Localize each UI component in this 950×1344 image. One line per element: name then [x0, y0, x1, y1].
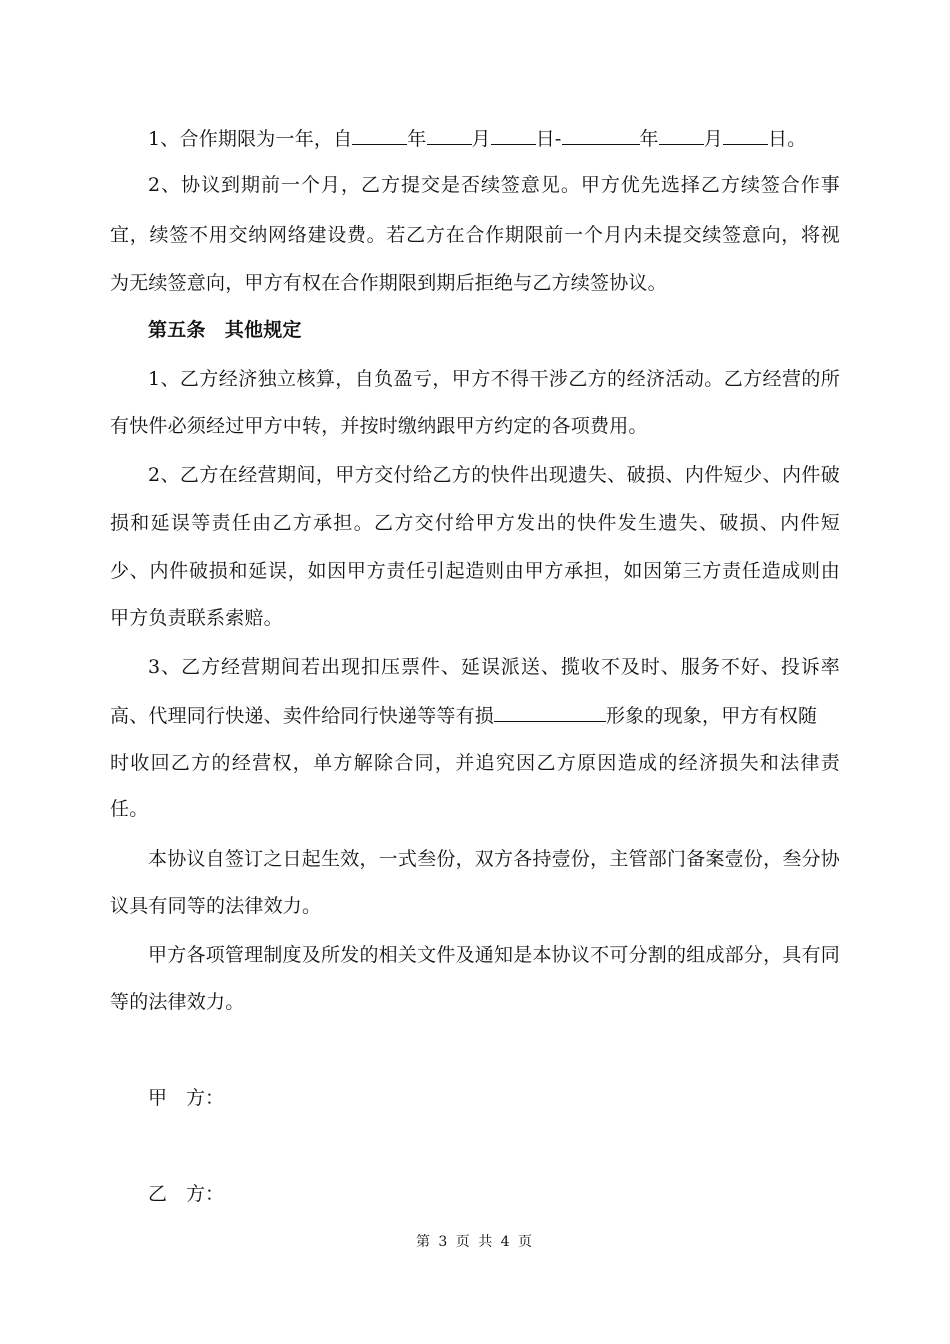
- clause-5-p1-line: 有快件必须经过甲方中转，并按时缴纳跟甲方约定的各项费用。: [110, 415, 648, 437]
- clause-5-p2-line: 甲方负责联系索赔。: [110, 607, 283, 629]
- effect-line: 本协议自签订之日起生效，一式叁份，双方各持壹份，主管部门备案壹份，叁分协: [148, 848, 840, 870]
- blank-start-day: [491, 126, 536, 145]
- party-b-signature: 乙 方：: [148, 1183, 225, 1205]
- clause-5-p2-line: 少、内件破损和延误，如因甲方责任引起造则由甲方承担，如因第三方责任造成则由: [110, 560, 840, 582]
- blank-start-year: [352, 126, 407, 145]
- blank-end-month: [659, 126, 704, 145]
- clause-5-p3-line: 时收回乙方的经营权，单方解除合同，并追究因乙方原因造成的经济损失和法律责: [110, 752, 840, 774]
- annex-line: 甲方各项管理制度及所发的相关文件及通知是本协议不可分割的组成部分，具有同: [148, 944, 840, 966]
- blank-end-day: [723, 126, 768, 145]
- clause-5-p2-line: 损和延误等责任由乙方承担。乙方交付给甲方发出的快件发生遗失、破损、内件短: [110, 512, 840, 534]
- unit-day-end: 日。: [767, 128, 807, 150]
- unit-month: 月: [471, 128, 491, 150]
- page-number: 第 3 页 共 4 页: [415, 1234, 535, 1250]
- clause-5-p3-line: 3、乙方经营期间若出现扣压票件、延误派送、揽收不及时、服务不好、投诉率: [148, 656, 840, 678]
- clause-5-heading: 第五条 其他规定: [148, 319, 302, 341]
- renewal-line: 宜，续签不用交纳网络建设费。若乙方在合作期限前一个月内未提交续签意向，将视: [110, 224, 840, 246]
- unit-year: 年: [639, 128, 659, 150]
- clause-5-p2-line: 2、乙方在经营期间，甲方交付给乙方的快件出现遗失、破损、内件短少、内件破: [148, 464, 840, 486]
- blank-brand-name: [494, 703, 606, 722]
- annex-line: 等的法律效力。: [110, 991, 245, 1013]
- renewal-line: 2、协议到期前一个月，乙方提交是否续签意见。甲方优先选择乙方续签合作事: [148, 174, 840, 196]
- term-period-prefix: 1、合作期限为一年，自: [148, 128, 353, 150]
- term-period-line: [148, 126, 840, 151]
- effect-line: 议具有同等的法律效力。: [110, 895, 322, 917]
- unit-day-dash: 日-: [535, 128, 562, 150]
- clause-5-p1-line: 1、乙方经济独立核算，自负盈亏，甲方不得干涉乙方的经济活动。乙方经营的所: [148, 368, 840, 390]
- renewal-line: 为无续签意向，甲方有权在合作期限到期后拒绝与乙方续签协议。: [110, 272, 667, 294]
- clause-5-p3-text: 形象的现象，甲方有权随: [606, 705, 818, 727]
- blank-end-year: [562, 126, 640, 145]
- clause-5-p3-text: 高、代理同行快递、卖件给同行快递等等有损: [110, 705, 495, 727]
- unit-year: 年: [407, 128, 427, 150]
- unit-month: 月: [703, 128, 723, 150]
- blank-start-month: [427, 126, 472, 145]
- party-a-signature: 甲 方：: [148, 1087, 225, 1109]
- clause-5-p3-line: 任。: [110, 798, 149, 820]
- clause-5-p3-line: [110, 703, 840, 728]
